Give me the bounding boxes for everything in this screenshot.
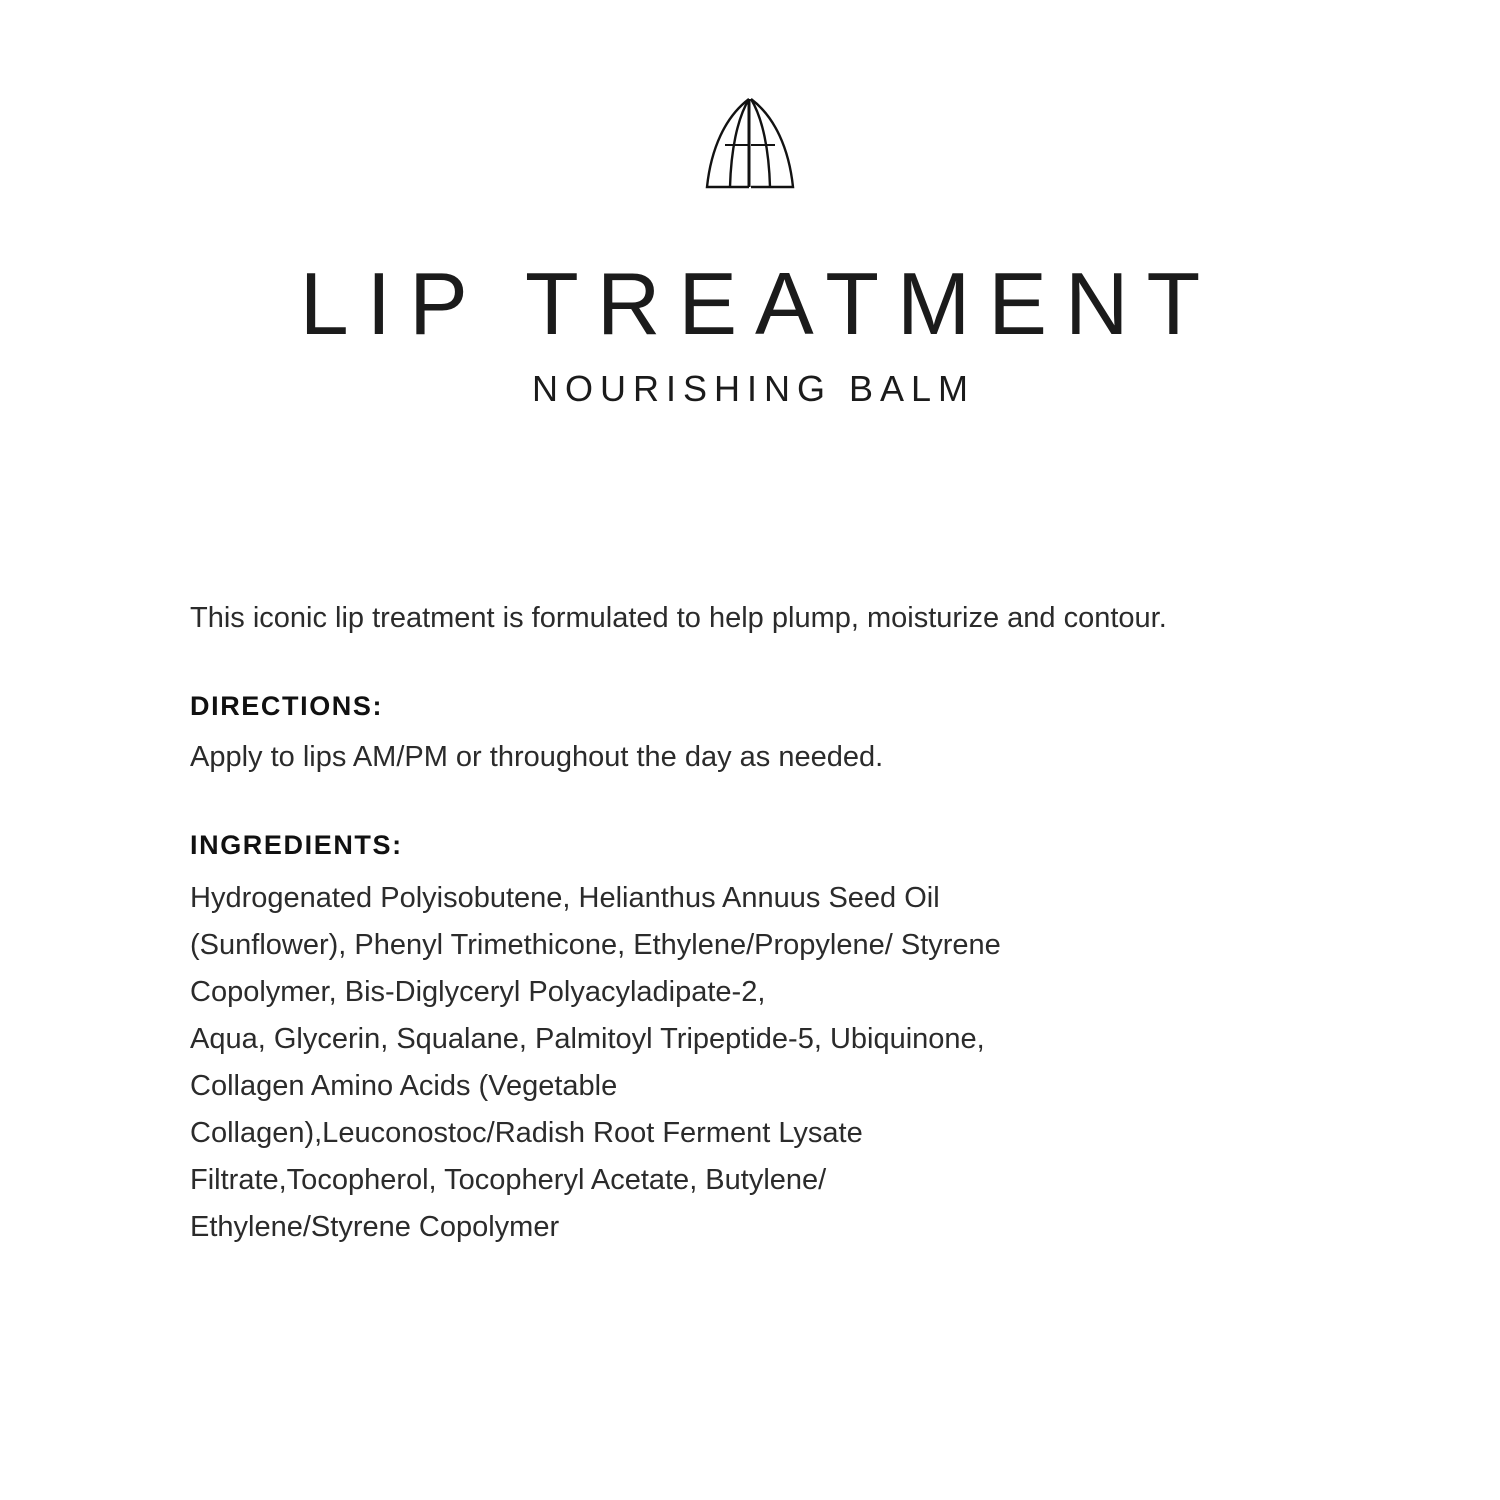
list-item: Aqua, Glycerin, Squalane, Palmitoyl Tripeptide-5, Ubiquinone, (190, 1023, 985, 1056)
brand-logo (0, 95, 1500, 191)
page-title: LIP TREATMENT (299, 254, 1219, 353)
list-item: Ethylene/Styrene Copolymer (190, 1211, 560, 1243)
list-item: Collagen),Leuconostoc/Radish Root Ferment Lysate (190, 1117, 863, 1150)
intro-paragraph: This iconic lip treatment is formulated to help plump, moisturize and contour. (190, 602, 1167, 634)
list-item: Copolymer, Bis-Diglyceryl Polyacyladipate-2, (190, 976, 766, 1009)
title-block (0, 254, 1500, 410)
list-item: (Sunflower), Phenyl Trimethicone, Ethylene/Propylene/ Styrene (190, 929, 1001, 962)
bb-monogram-icon (685, 95, 815, 191)
list-item: Collagen Amino Acids (Vegetable (190, 1070, 618, 1103)
directions-text: Apply to lips AM/PM or throughout the day as needed. (190, 741, 884, 774)
ingredients-section (190, 830, 1310, 1251)
page-subtitle: NOURISHING BALM (531, 368, 976, 410)
ingredients-heading: INGREDIENTS: (190, 830, 403, 861)
directions-section (190, 691, 1310, 778)
list-item: Filtrate,Tocopherol, Tocopheryl Acetate, Butylene/ (190, 1164, 827, 1197)
ingredients-list (190, 875, 1310, 1251)
directions-heading: DIRECTIONS: (190, 691, 384, 722)
list-item: Hydrogenated Polyisobutene, Helianthus Annuus Seed Oil (190, 882, 940, 915)
content-body (190, 598, 1310, 1251)
